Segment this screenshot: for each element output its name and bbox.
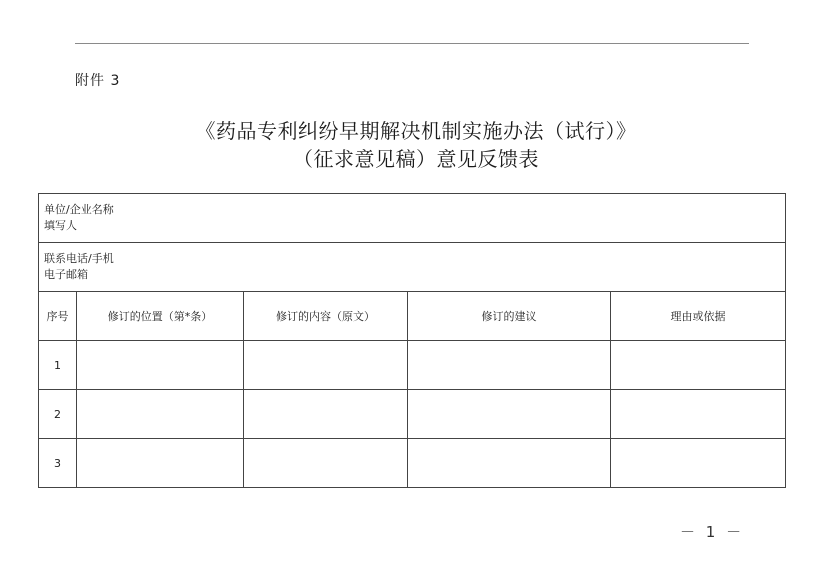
table-row — [39, 390, 786, 439]
table-row — [39, 439, 786, 488]
cell-original[interactable] — [244, 390, 408, 439]
document-subtitle: （征求意见稿）意见反馈表 — [293, 147, 539, 171]
feedback-table — [38, 193, 786, 488]
column-header-reason: 理由或依据 — [611, 292, 786, 341]
cell-reason[interactable] — [611, 341, 786, 390]
organization-label: 单位/企业名称 — [44, 203, 114, 216]
document-title: 《药品专利纠纷早期解决机制实施办法（试行）》 — [195, 119, 637, 143]
cell-suggestion[interactable] — [408, 390, 611, 439]
filler-label: 填写人 — [44, 219, 77, 232]
header-rule — [75, 43, 749, 44]
row-number: 1 — [39, 341, 77, 390]
table-header-row — [39, 292, 786, 341]
page-number: － 1 － — [680, 523, 745, 541]
contact-field[interactable] — [39, 243, 786, 292]
info-row-contact — [39, 243, 786, 292]
column-header-original: 修订的内容（原文） — [244, 292, 408, 341]
info-row-organization — [39, 194, 786, 243]
table-row — [39, 341, 786, 390]
column-header-suggestion: 修订的建议 — [408, 292, 611, 341]
cell-original[interactable] — [244, 341, 408, 390]
row-number: 3 — [39, 439, 77, 488]
cell-original[interactable] — [244, 439, 408, 488]
phone-label: 联系电话/手机 — [44, 252, 114, 265]
cell-location[interactable] — [77, 439, 244, 488]
cell-reason[interactable] — [611, 390, 786, 439]
cell-suggestion[interactable] — [408, 341, 611, 390]
organization-field[interactable] — [39, 194, 786, 243]
attachment-label: 附件 3 — [75, 73, 121, 89]
row-number: 2 — [39, 390, 77, 439]
column-header-location: 修订的位置（第*条） — [77, 292, 244, 341]
cell-location[interactable] — [77, 390, 244, 439]
column-header-index: 序号 — [39, 292, 77, 341]
cell-suggestion[interactable] — [408, 439, 611, 488]
cell-reason[interactable] — [611, 439, 786, 488]
cell-location[interactable] — [77, 341, 244, 390]
email-label: 电子邮箱 — [44, 268, 88, 281]
